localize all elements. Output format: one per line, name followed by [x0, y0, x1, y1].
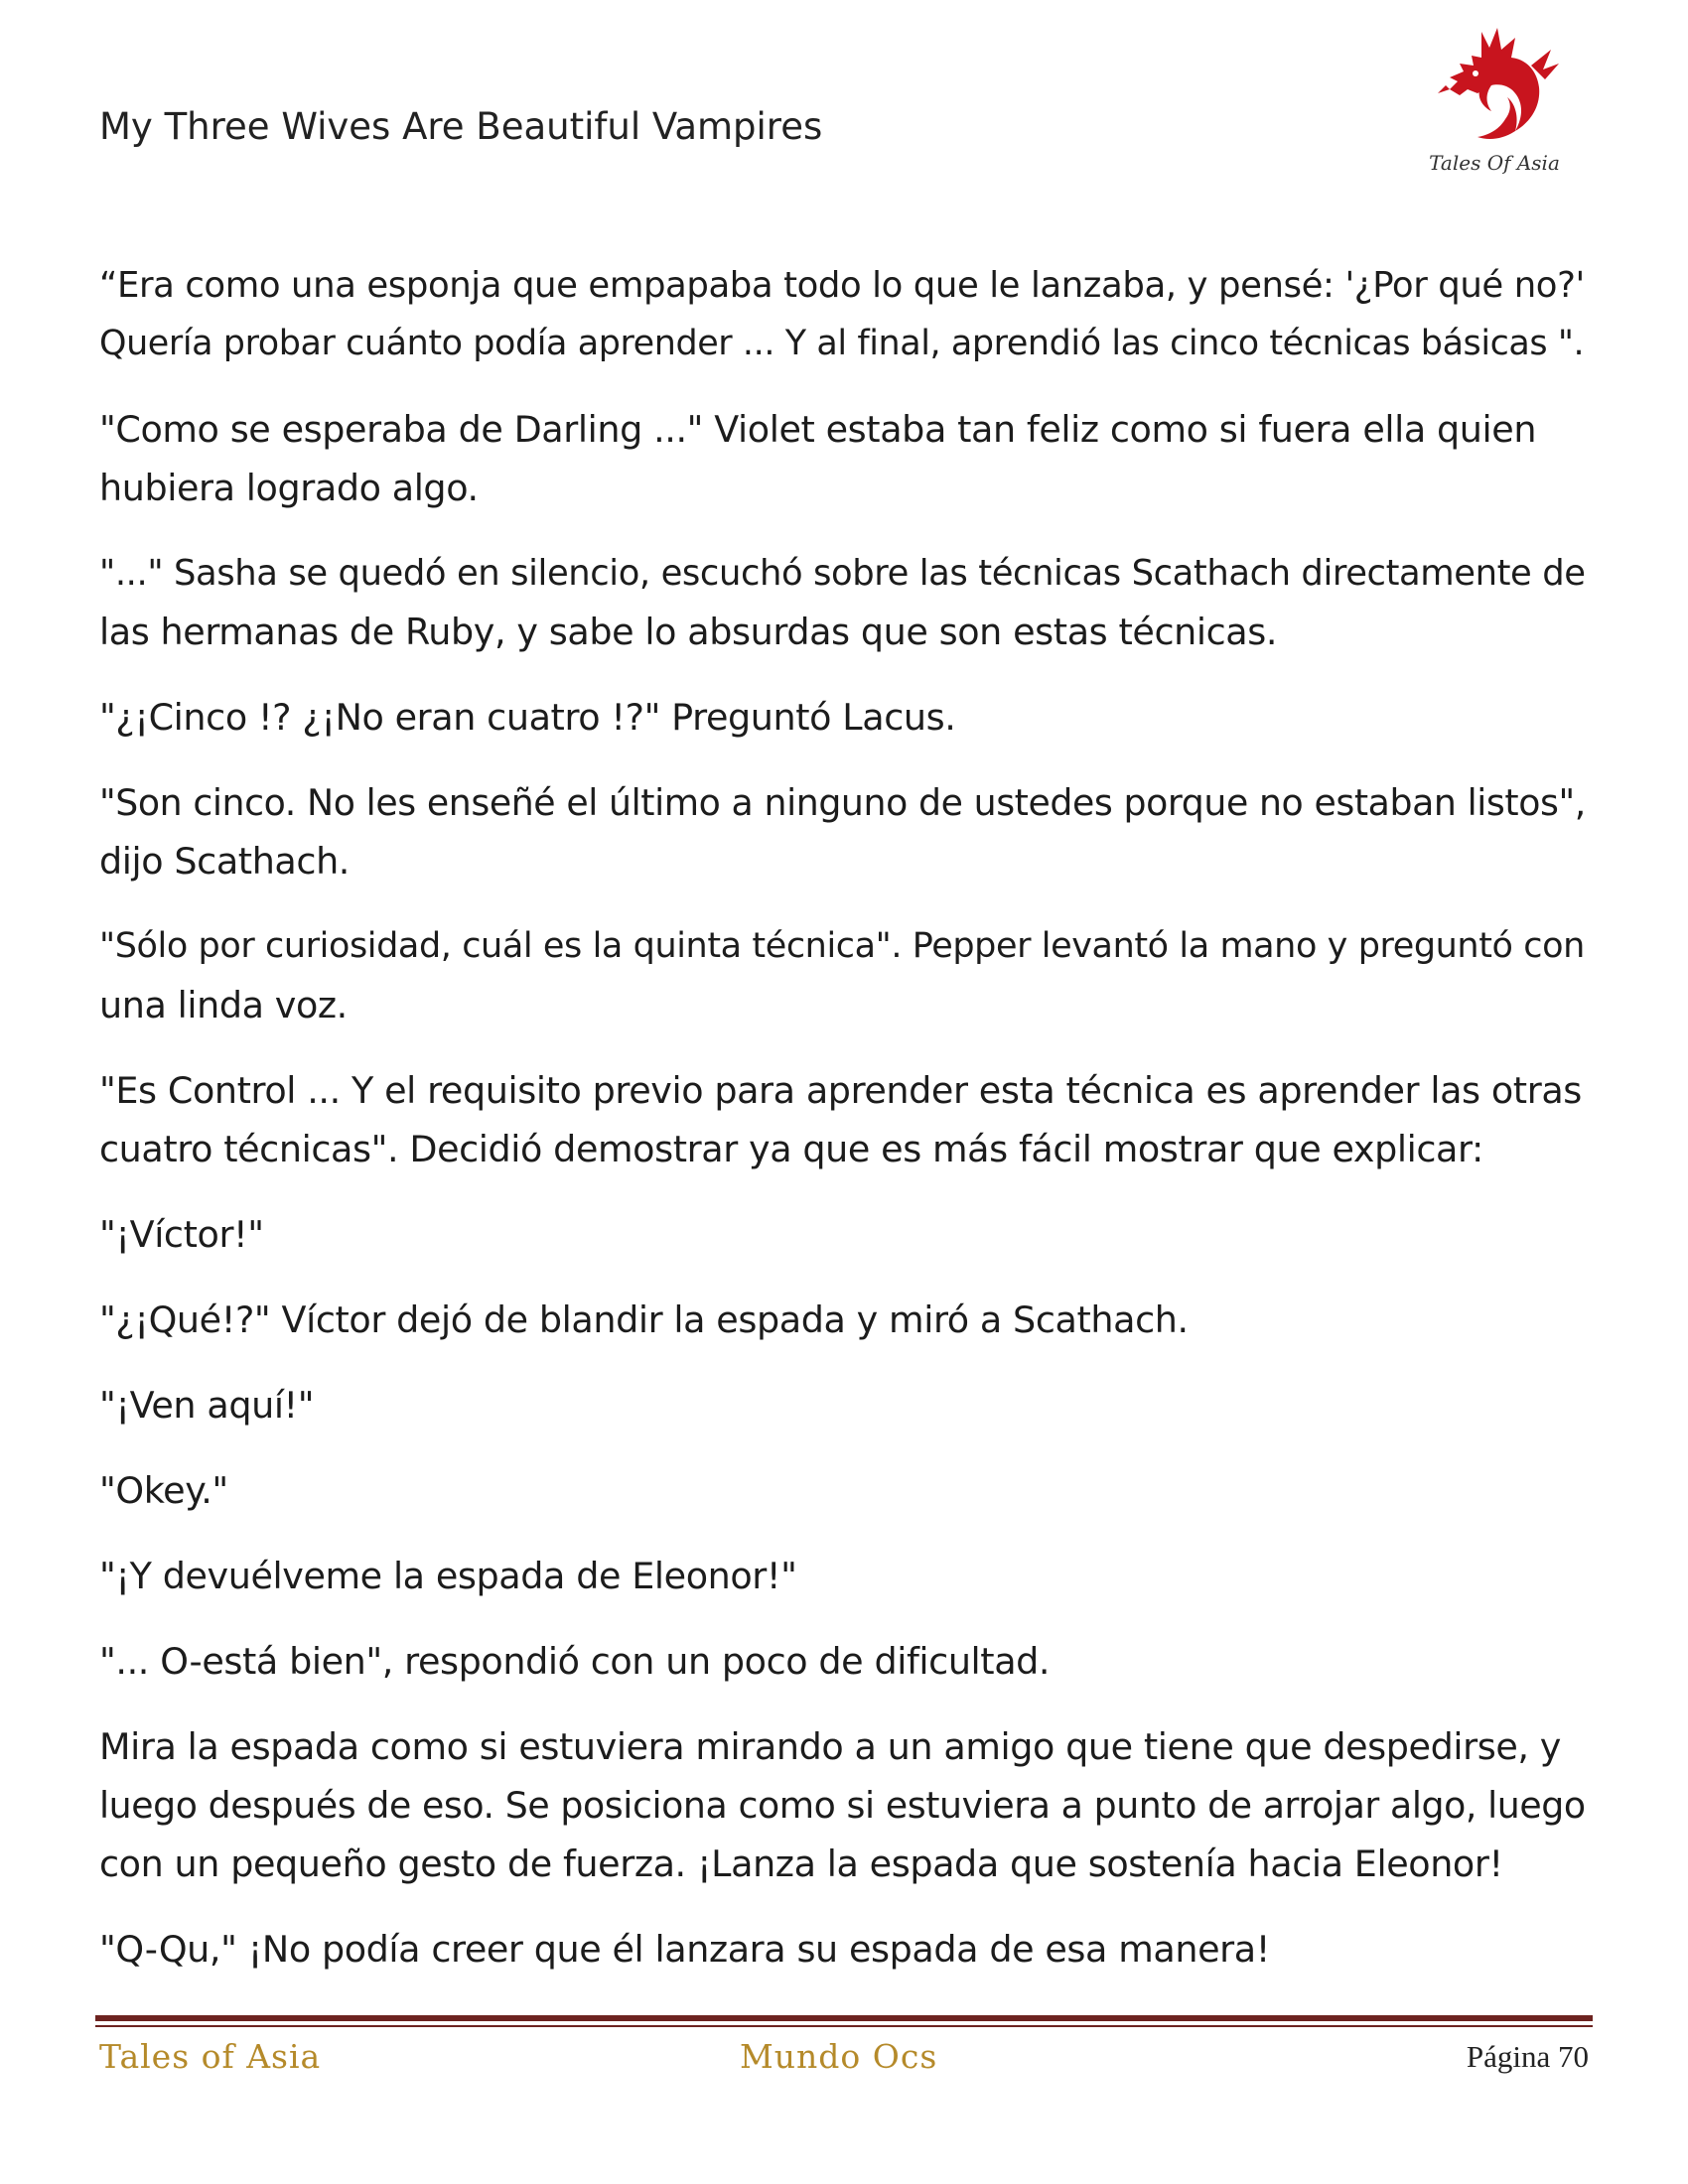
paragraph: [99, 1920, 1594, 1979]
text-line: “Era como una esponja que empapaba todo lo que le lanzaba, y pensé: '¿Por qué no?': [99, 265, 1585, 306]
text-line: Mira la espada como si estuviera mirando a un amigo que tiene que despedirse, y: [99, 1725, 1561, 1768]
book-title: My Three Wives Are Beautiful Vampires: [99, 105, 823, 148]
paragraph: [99, 1717, 1594, 1893]
text-line: "¿¡Qué!?" Víctor dejó de blandir la espada y miró a Scathach.: [99, 1298, 1189, 1341]
page-body: [99, 256, 1594, 2005]
page-number: Página 70: [1466, 2039, 1589, 2074]
paragraph: [99, 1461, 1594, 1520]
text-line: "¡Ven aquí!": [99, 1384, 315, 1427]
text-line: las hermanas de Ruby, y sabe lo absurdas que son estas técnicas.: [99, 611, 1278, 653]
footer-divider-thin: [95, 2025, 1593, 2027]
text-line: "¡Víctor!": [99, 1213, 264, 1256]
text-line: dijo Scathach.: [99, 840, 351, 883]
text-line: "Q-Qu," ¡No podía creer que él lanzara su espada de esa manera!: [99, 1928, 1270, 1971]
dragon-icon: [1420, 20, 1569, 159]
text-line: "Como se esperaba de Darling ..." Violet estaba tan feliz como si fuera ella quien: [99, 408, 1537, 451]
paragraph: [99, 1376, 1594, 1434]
tales-of-asia-logo: [1420, 20, 1569, 179]
page-footer: [99, 2037, 1589, 2087]
paragraph: [99, 400, 1594, 517]
paragraph: [99, 1547, 1594, 1605]
text-line: "... O-está bien", respondió con un poco de dificultad.: [99, 1640, 1051, 1683]
footer-divider: [95, 2015, 1593, 2021]
text-line: "..." Sasha se quedó en silencio, escuchó sobre las técnicas Scathach directamente de: [99, 553, 1586, 594]
text-line: "Son cinco. No les enseñé el último a ninguno de ustedes porque no estaban listos",: [99, 781, 1586, 824]
text-line: luego después de eso. Se posiciona como si estuviera a punto de arrojar algo, luego: [99, 1784, 1586, 1827]
text-line: "¿¡Cinco !? ¿¡No eran cuatro !?" Preguntó Lacus.: [99, 696, 956, 739]
footer-site-name: Tales of Asia: [99, 2037, 322, 2076]
paragraph: [99, 688, 1594, 747]
paragraph: [99, 1205, 1594, 1264]
paragraph: [99, 256, 1594, 373]
text-line: hubiera logrado algo.: [99, 467, 479, 509]
paragraph: [99, 773, 1594, 890]
paragraph: [99, 544, 1594, 661]
footer-group-name: Mundo Ocs: [740, 2037, 938, 2076]
text-line: cuatro técnicas". Decidió demostrar ya que es más fácil mostrar que explicar:: [99, 1128, 1483, 1170]
paragraph: [99, 917, 1594, 1034]
text-line: "Sólo por curiosidad, cuál es la quinta técnica". Pepper levantó la mano y preguntó con: [99, 926, 1585, 966]
paragraph: [99, 1061, 1594, 1178]
text-line: una linda voz.: [99, 984, 348, 1026]
text-line: "¡Y devuélveme la espada de Eleonor!": [99, 1555, 797, 1597]
paragraph: [99, 1632, 1594, 1691]
text-line: con un pequeño gesto de fuerza. ¡Lanza la espada que sostenía hacia Eleonor!: [99, 1843, 1503, 1885]
logo-text: Tales Of Asia: [1429, 151, 1560, 175]
text-line: "Es Control ... Y el requisito previo para aprender esta técnica es aprender las otras: [99, 1069, 1582, 1112]
text-line: Quería probar cuánto podía aprender ... Y al final, aprendió las cinco técnicas básicas ".: [99, 324, 1585, 363]
text-line: "Okey.": [99, 1469, 228, 1512]
paragraph: [99, 1291, 1594, 1349]
